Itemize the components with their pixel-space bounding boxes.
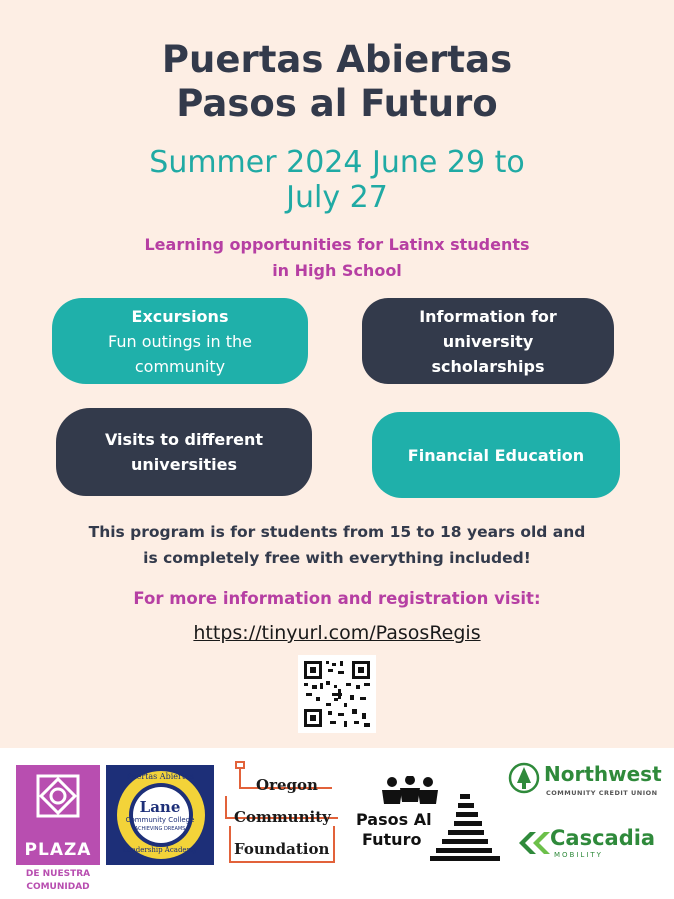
plaza-name: PLAZA [24, 840, 92, 860]
scholarships-line-3: scholarships [431, 356, 545, 376]
plaza-sub-1: DE NUESTRA [25, 869, 91, 879]
dates-line-2: July 27 [286, 180, 388, 215]
excursions-sub-2: community [134, 356, 226, 376]
note-line-2: is completely free with everything included! [143, 549, 531, 567]
scholarships-pill [362, 298, 614, 384]
lane-dreams: ACHIEVING DREAMS [134, 826, 186, 832]
northwest-sub: COMMUNITY CREDIT UNION [546, 789, 658, 797]
northwest-name: Northwest [544, 762, 662, 786]
tagline-line-2: in High School [272, 261, 402, 280]
ocf-line-2: Community [234, 808, 331, 826]
financial-label: Financial Education [407, 445, 585, 465]
plaza-pattern-icon [34, 772, 82, 820]
ocf-line-1: Oregon [256, 776, 318, 794]
visits-pill [56, 408, 312, 496]
paf-line-1: Pasos Al [356, 810, 432, 829]
excursions-title: Excursions [131, 306, 229, 326]
note-line-1: This program is for students from 15 to 18 years old and [88, 523, 586, 541]
plaza-sub-2: COMUNIDAD [26, 882, 90, 892]
visits-line-2: universities [131, 455, 237, 474]
tagline-line-1: Learning opportunities for Latinx students [144, 235, 530, 254]
northwest-tree-icon [508, 762, 540, 794]
cascadia-sub: MOBILITY [554, 851, 603, 859]
lane-college: Community College [125, 816, 195, 824]
scholarships-line-1: Information for [419, 306, 557, 326]
title-line-2: Pasos al Futuro [176, 82, 498, 125]
scholarships-line-2: university [442, 331, 534, 351]
lane-top-text: Puertas Abiertas [126, 772, 194, 781]
dates-line-1: Summer 2024 June 29 to [149, 145, 525, 180]
lane-bottom-text: Leadership Academy [122, 846, 198, 854]
excursions-pill [52, 298, 308, 384]
ocf-line-3: Foundation [234, 840, 330, 858]
excursions-sub-1: Fun outings in the [108, 331, 252, 351]
financial-pill [372, 412, 620, 498]
lane-name: Lane [139, 798, 181, 816]
title-line-1: Puertas Abiertas [161, 38, 513, 81]
cascadia-chevron-icon [516, 830, 552, 856]
cta-text: For more information and registration visit: [133, 589, 541, 608]
visits-line-1: Visits to different [104, 430, 264, 449]
paf-line-2: Futuro [362, 830, 422, 849]
qr-code-icon[interactable] [298, 655, 376, 733]
registration-link[interactable]: https://tinyurl.com/PasosRegis [193, 622, 481, 644]
cascadia-name: Cascadia [550, 826, 656, 850]
